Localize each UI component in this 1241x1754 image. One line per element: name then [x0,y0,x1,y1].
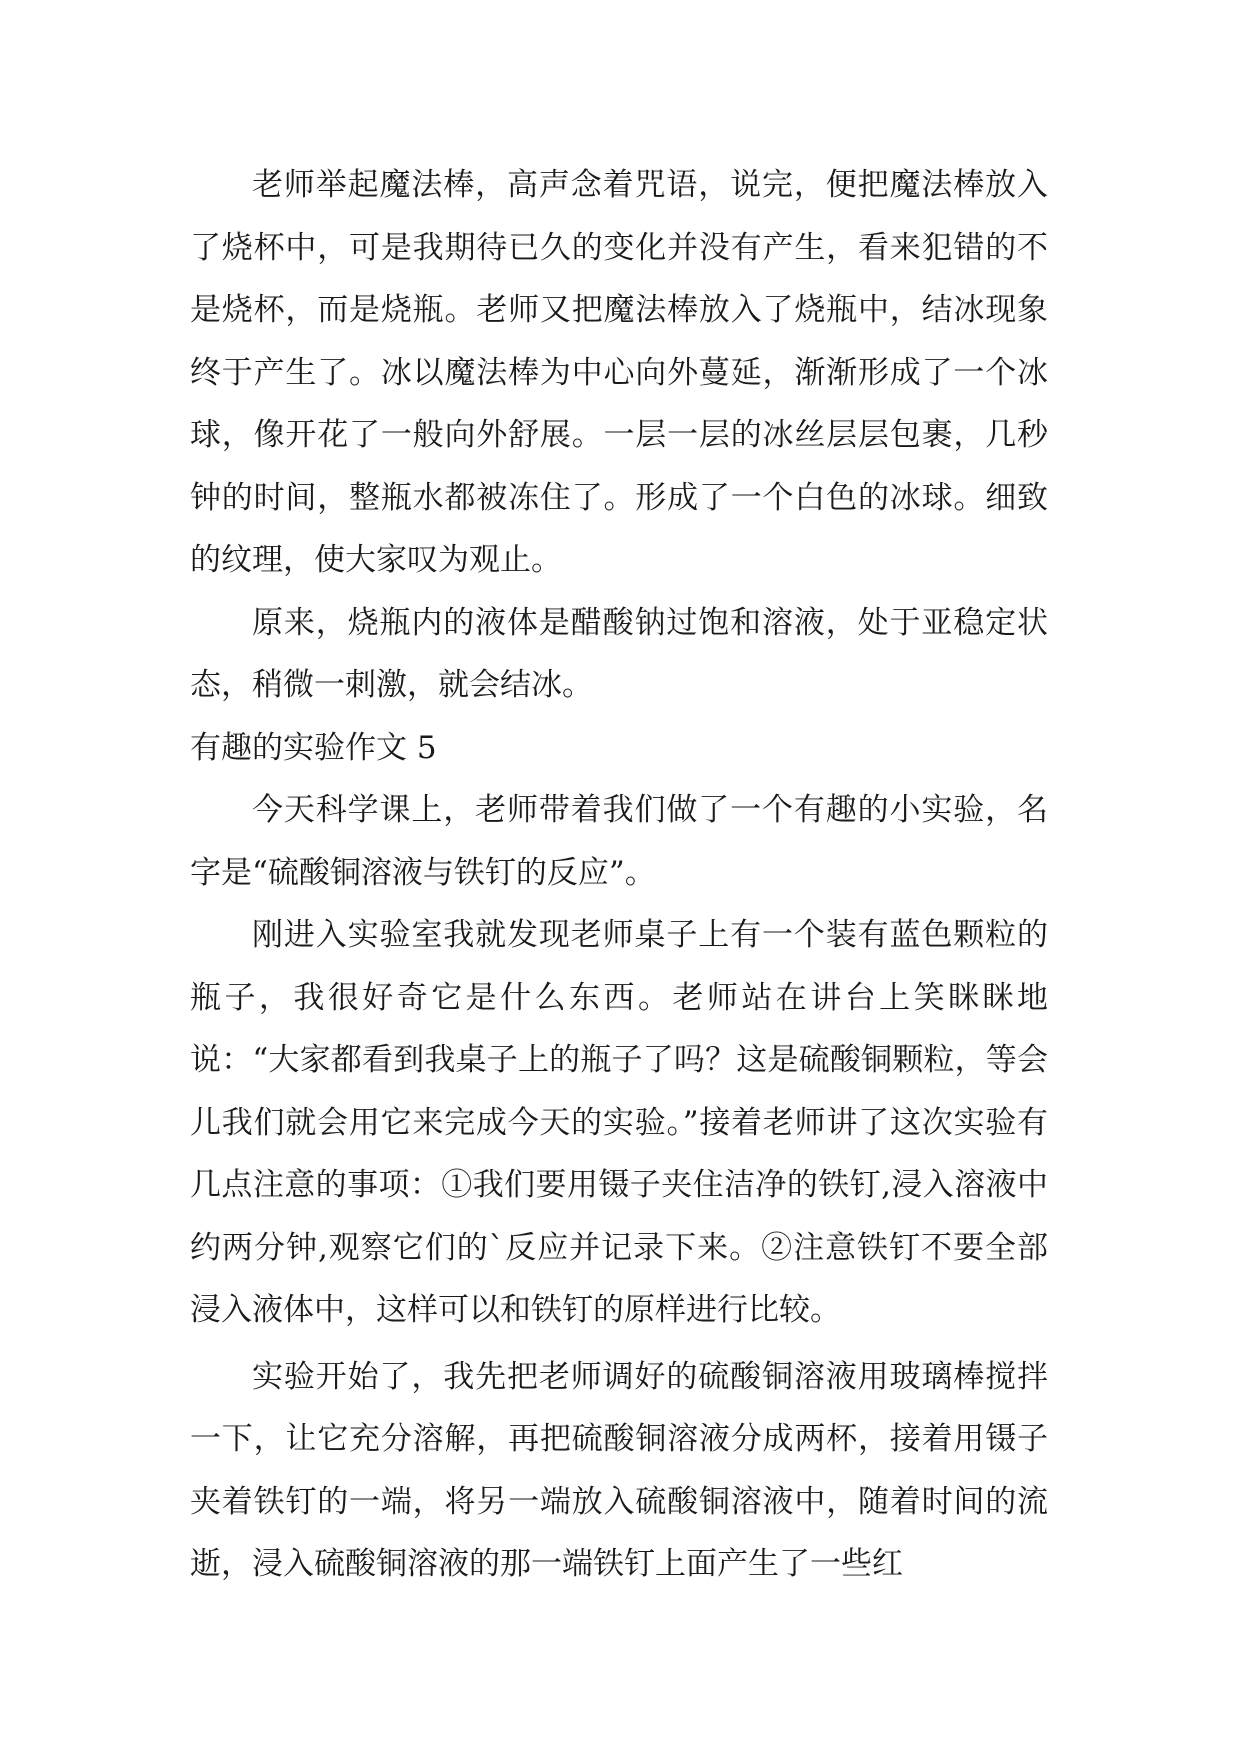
paragraph-magic-wand: 老师举起魔法棒，高声念着咒语，说完，便把魔法棒放入了烧杯中，可是我期待已久的变化并没有产生，看来犯错的不是烧杯，而是烧瓶。老师又把魔法棒放入了烧瓶中，结冰现象终于产生了。冰以魔法棒为中心向外蔓延，渐渐形成了一个冰球，像开花了一般向外舒展。一层一层的冰丝层层包裹，几秒钟的时间，整瓶水都被冻住了。形成了一个白色的冰球。细致的纹理，使大家叹为观止。 [190,167,1048,578]
essay-heading: 有趣的实验作文 5 [190,729,437,766]
document-body [190,154,1048,1596]
paragraph-intro: 今天科学课上，老师带着我们做了一个有趣的小实验，名字是“硫酸铜溶液与铁钉的反应”。 [190,792,1048,891]
paragraph-experiment: 实验开始了，我先把老师调好的硫酸铜溶液用玻璃棒搅拌一下，让它充分溶解，再把硫酸铜溶液分成两杯，接着用镊子夹着铁钉的一端，将另一端放入硫酸铜溶液中，随着时间的流逝，浸入硫酸铜溶液的那一端铁钉上面产生了一些红 [190,1358,1048,1582]
paragraph-lab-entry: 刚进入实验室我就发现老师桌子上有一个装有蓝色颗粒的瓶子，我很好奇它是什么东西。老师站在讲台上笑眯眯地说：“大家都看到我桌子上的瓶子了吗？这是硫酸铜颗粒，等会儿我们就会用它来完成今天的实验。”接着老师讲了这次实验有几点注意的事项：①我们要用镊子夹住洁净的铁钉,浸入溶液中约两分钟,观察它们的`反应并记录下来。②注意铁钉不要全部浸入液体中，这样可以和铁钉的原样进行比较。 [190,917,1048,1328]
paragraph-explanation: 原来，烧瓶内的液体是醋酸钠过饱和溶液，处于亚稳定状态，稍微一刺激，就会结冰。 [190,604,1048,703]
